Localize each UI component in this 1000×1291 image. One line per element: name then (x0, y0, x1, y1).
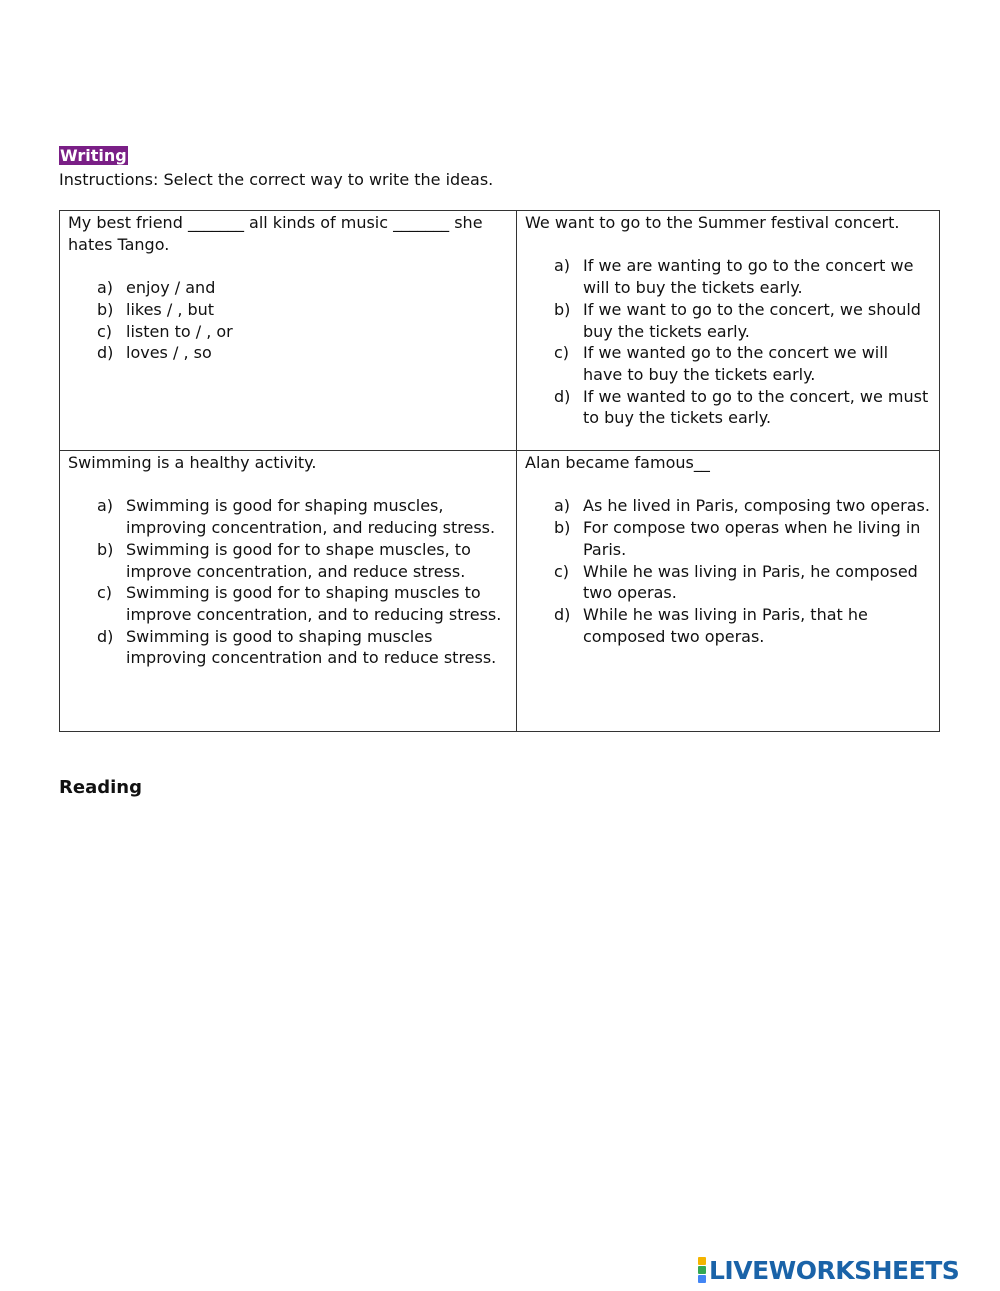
option-text: While he was living in Paris, that he composed two operas. (583, 604, 868, 646)
option-text: enjoy / and (126, 278, 216, 298)
option-letter: b) (554, 299, 571, 319)
option-item[interactable] (68, 299, 508, 321)
option-item[interactable] (525, 604, 931, 647)
option-text: loves / , so (126, 343, 212, 363)
option-item[interactable] (68, 626, 508, 669)
option-letter: a) (554, 496, 571, 516)
option-letter: b) (97, 539, 114, 559)
question-prompt: My best friend _______ all kinds of music _______ she hates Tango. (68, 213, 483, 254)
options-list (525, 255, 931, 429)
option-text: If we want to go to the concert, we should buy the tickets early. (583, 299, 921, 341)
question-prompt: We want to go to the Summer festival concert. (525, 213, 900, 232)
question-cell-3 (60, 451, 517, 732)
option-letter: c) (97, 321, 113, 341)
options-list (68, 277, 508, 364)
option-item[interactable] (68, 539, 508, 582)
reading-heading: Reading (59, 777, 142, 798)
option-item[interactable] (68, 582, 508, 625)
option-item[interactable] (525, 386, 931, 429)
option-letter: a) (97, 496, 114, 516)
question-cell-2 (517, 211, 940, 451)
instructions-text: Instructions: Select the correct way to write the ideas. (59, 170, 494, 189)
option-item[interactable] (68, 342, 508, 364)
option-text: Swimming is good to shaping muscles improving concentration and to reduce stress. (126, 626, 497, 668)
logo-square-icon (698, 1266, 706, 1274)
option-text: Swimming is good for to shape muscles, to improve concentration, and reduce stress. (126, 539, 471, 581)
option-letter: d) (554, 386, 571, 406)
option-item[interactable] (525, 255, 931, 298)
liveworksheets-logo (698, 1255, 959, 1285)
liveworksheets-logo-icon (698, 1257, 706, 1283)
writing-heading: Writing (60, 146, 127, 165)
options-list (68, 495, 508, 669)
option-letter: a) (554, 256, 571, 276)
option-letter: b) (97, 299, 114, 319)
option-item[interactable] (525, 342, 931, 385)
option-letter: c) (97, 583, 113, 603)
option-letter: d) (554, 604, 571, 624)
option-text: listen to / , or (126, 321, 233, 341)
option-item[interactable] (525, 517, 931, 560)
liveworksheets-brand-name: LIVEWORKSHEETS (709, 1255, 960, 1285)
option-item[interactable] (525, 299, 931, 342)
option-text: While he was living in Paris, he composed two operas. (583, 561, 918, 603)
option-item[interactable] (525, 561, 931, 604)
option-item[interactable] (525, 495, 931, 517)
option-letter: c) (554, 343, 570, 363)
option-text: If we are wanting to go to the concert we will to buy the tickets early. (583, 256, 914, 298)
option-letter: c) (554, 561, 570, 581)
option-text: As he lived in Paris, composing two operas. (583, 496, 930, 516)
logo-square-icon (698, 1257, 706, 1265)
option-item[interactable] (68, 495, 508, 538)
option-text: If we wanted go to the concert we will have to buy the tickets early. (583, 343, 889, 384)
question-cell-1 (60, 211, 517, 451)
option-letter: d) (97, 626, 114, 646)
option-text: likes / , but (126, 299, 215, 319)
logo-square-icon (698, 1275, 706, 1283)
option-item[interactable] (68, 277, 508, 299)
option-letter: d) (97, 343, 114, 363)
question-cell-4 (517, 451, 940, 732)
option-text: If we wanted to go to the concert, we must to buy the tickets early. (583, 386, 929, 428)
option-letter: b) (554, 518, 571, 538)
question-table (59, 210, 940, 732)
option-text: Swimming is good for shaping muscles, improving concentration, and reducing stress. (126, 496, 496, 538)
option-text: For compose two operas when he living in Paris. (583, 518, 921, 559)
option-text: Swimming is good for to shaping muscles to improve concentration, and to reducing stress. (126, 583, 502, 624)
question-prompt: Alan became famous__ (525, 453, 710, 472)
question-prompt: Swimming is a healthy activity. (68, 453, 317, 472)
options-list (525, 495, 931, 647)
option-item[interactable] (68, 321, 508, 343)
option-letter: a) (97, 278, 114, 298)
